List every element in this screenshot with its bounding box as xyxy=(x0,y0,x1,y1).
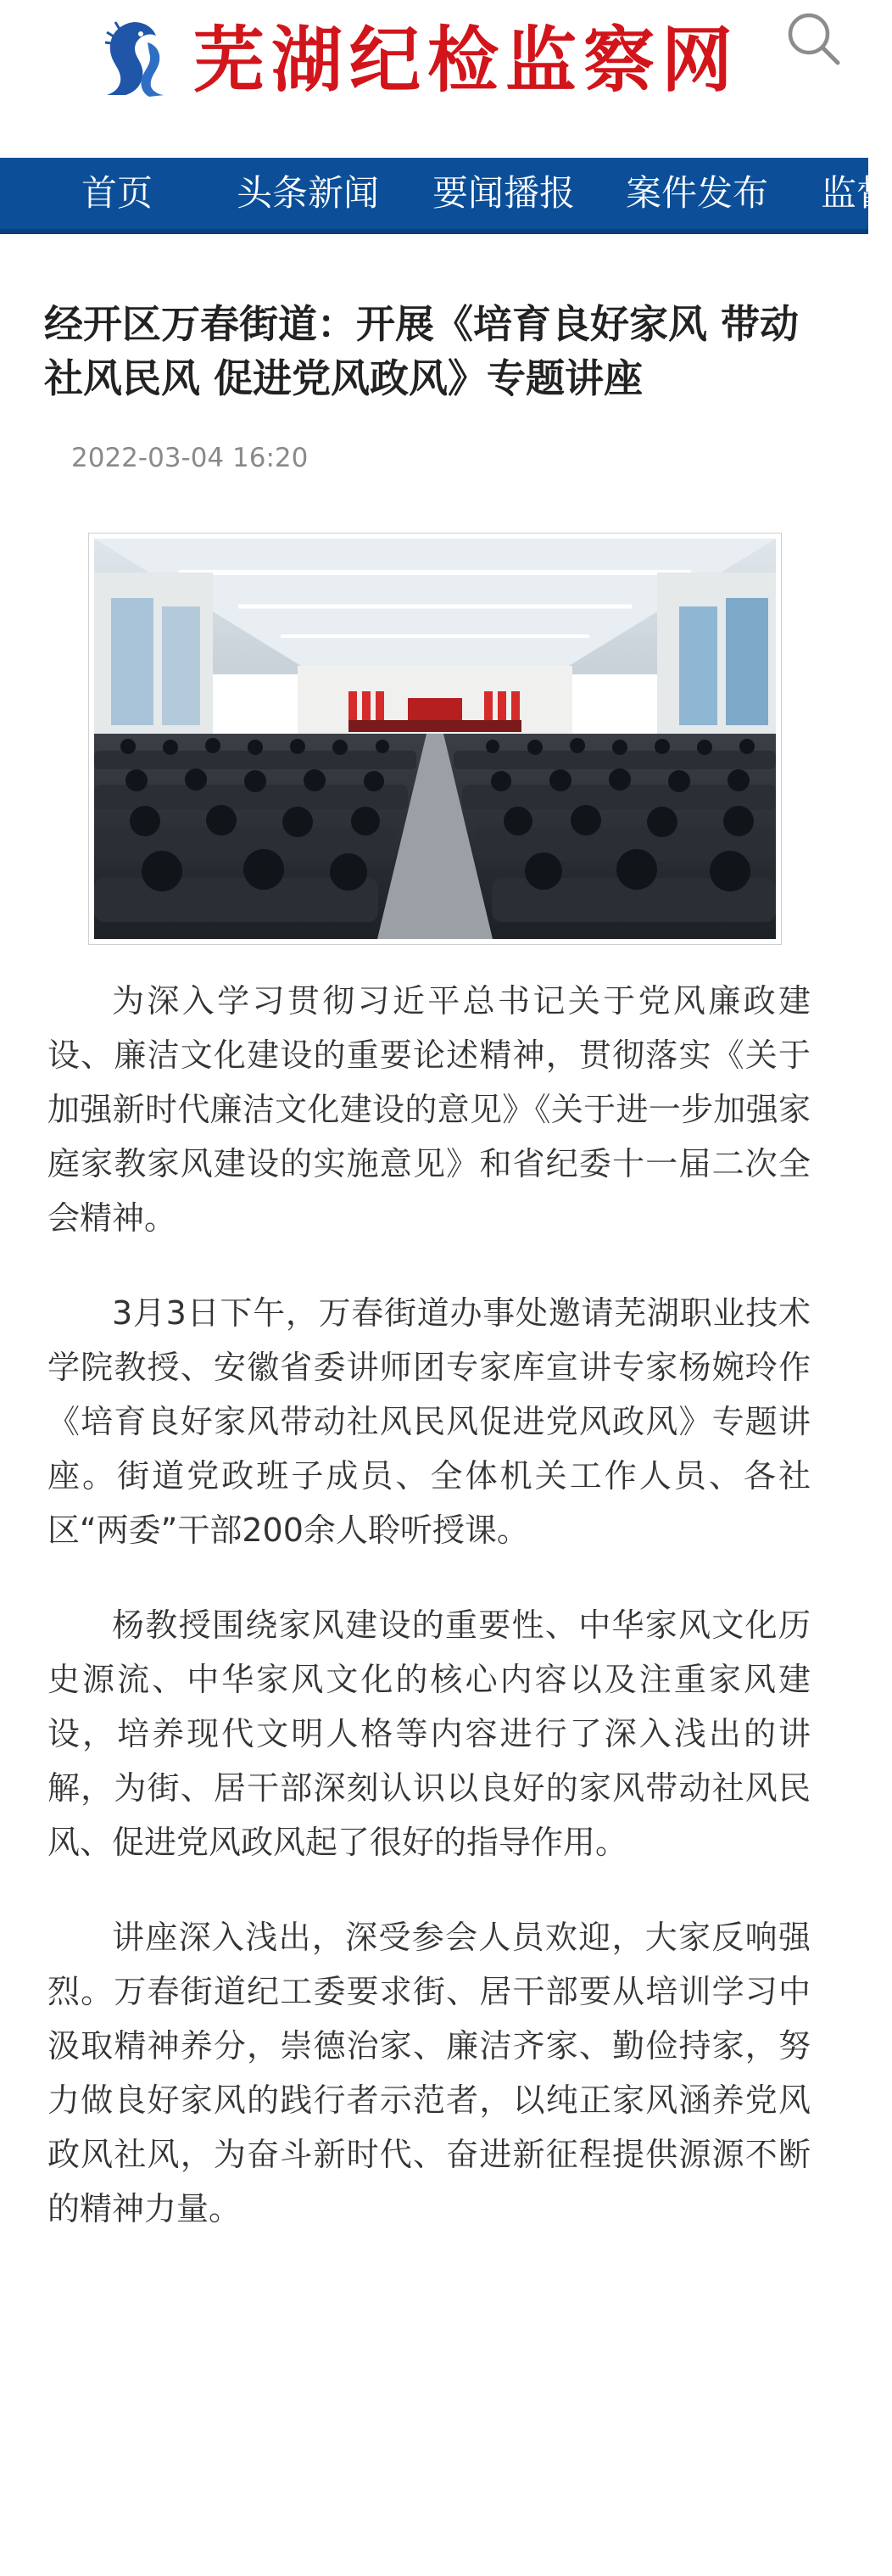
article-paragraph: 为深入学习贯彻习近平总书记关于党风廉政建设、廉洁文化建设的重要论述精神，贯彻落实《关于加强新时代廉洁文化建设的意见》《关于进一步加强家庭家教家风建设的实施意见》和省纪委十一届二次全会精神。 xyxy=(47,982,811,1237)
site-header xyxy=(0,0,868,158)
nav-item-headlines[interactable]: 头条新闻 xyxy=(237,172,380,214)
site-title[interactable]: 芜湖纪检监察网 xyxy=(193,18,740,102)
article-photo-frame xyxy=(88,533,782,945)
nav-item-news[interactable]: 要闻播报 xyxy=(432,172,576,214)
article-paragraph: 讲座深入浅出，深受参会人员欢迎，大家反响强烈。万春街道纪工委要求街、居干部要从培训学习中汲取精神养分，崇德治家、廉洁齐家、勤俭持家，努力做良好家风的践行者示范者，以纯正家风涵养党风政风社风，为奋斗新时代、奋进新征程提供源源不断的精神力量。 xyxy=(47,1919,811,2227)
nav-item-home[interactable]: 首页 xyxy=(81,172,153,214)
nav-item-supervision[interactable]: 监督 xyxy=(821,172,892,214)
dragon-emblem-icon[interactable] xyxy=(100,17,170,100)
lecture-hall-photo xyxy=(94,539,776,939)
main-nav xyxy=(0,158,892,234)
nav-item-cases[interactable]: 案件发布 xyxy=(626,172,769,214)
article-body xyxy=(47,974,811,2277)
article-paragraph: 3月3日下午，万春街道办事处邀请芜湖职业技术学院教授、安徽省委讲师团专家库宣讲专家杨婉玲作《培育良好家风带动社风民风促进党风政风》专题讲座。街道党政班子成员、全体机关工作人员、各社区“两委”干部200余人聆听授课。 xyxy=(47,1294,811,1549)
article-paragraph: 杨教授围绕家风建设的重要性、中华家风文化历史源流、中华家风文化的核心内容以及注重家风建设，培养现代文明人格等内容进行了深入浅出的讲解，为街、居干部深刻认识以良好的家风带动社风民风、促进党风政风起了很好的指导作用。 xyxy=(47,1607,811,1861)
article-date: 2022-03-04 16:20 xyxy=(71,443,309,473)
article-title: 经开区万春街道：开展《培育良好家风 带动社风民风 促进党风政风》专题讲座 xyxy=(44,301,800,401)
search-icon[interactable] xyxy=(783,8,843,68)
